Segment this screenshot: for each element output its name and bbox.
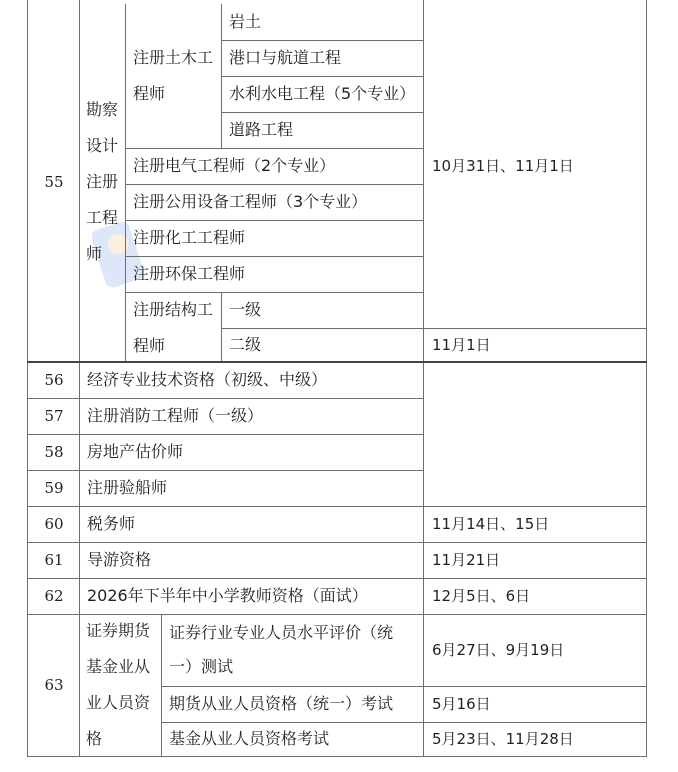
table-border bbox=[27, 470, 424, 471]
chemical-engineer: 注册化工工程师 bbox=[133, 228, 246, 247]
table-border bbox=[125, 4, 126, 361]
exam-name: 证券行业专业人员水平评价（统一）测试 bbox=[169, 623, 394, 676]
subject-port: 港口与航道工程 bbox=[229, 48, 342, 67]
exam-date: 11月14日、15日 bbox=[432, 515, 550, 533]
row-number: 59 bbox=[44, 479, 64, 497]
table-border bbox=[125, 220, 424, 221]
subject-hydro: 水利水电工程（5个专业） bbox=[229, 84, 416, 103]
utility-engineer: 注册公用设备工程师（3个专业） bbox=[133, 192, 368, 211]
table-border bbox=[27, 578, 647, 579]
exam-name: 导游资格 bbox=[87, 550, 152, 569]
row-number: 55 bbox=[44, 173, 64, 191]
table-border bbox=[125, 292, 424, 293]
table-border bbox=[423, 0, 424, 757]
exam-date: 5月23日、11月28日 bbox=[432, 730, 574, 748]
subject-geotech: 岩土 bbox=[229, 12, 262, 31]
table-border bbox=[161, 686, 647, 687]
structural-engineer-group: 注册结构工程师 bbox=[133, 300, 214, 355]
table-border bbox=[27, 542, 647, 543]
subject-road: 道路工程 bbox=[229, 120, 294, 139]
exam-name: 经济专业技术资格（初级、中级） bbox=[87, 370, 328, 389]
exam-date: 6月27日、9月19日 bbox=[432, 641, 565, 659]
row-number: 58 bbox=[44, 443, 64, 461]
table-border bbox=[646, 0, 647, 757]
exam-name: 期货从业人员资格（统一）考试 bbox=[169, 694, 394, 713]
exam-date: 5月16日 bbox=[432, 695, 491, 713]
table-border bbox=[221, 76, 424, 77]
table-border bbox=[221, 112, 424, 113]
table-border bbox=[221, 40, 424, 41]
structural-level-2: 二级 bbox=[229, 335, 262, 354]
table-border bbox=[27, 614, 647, 615]
electrical-engineer: 注册电气工程师（2个专业） bbox=[133, 156, 336, 175]
table-border bbox=[221, 328, 647, 329]
table-border bbox=[27, 506, 647, 507]
environmental-engineer: 注册环保工程师 bbox=[133, 264, 246, 283]
table-border bbox=[27, 756, 647, 757]
row-number: 61 bbox=[44, 551, 64, 569]
table-border bbox=[27, 361, 647, 363]
category-label: 证券期货基金业从业人员资格 bbox=[86, 621, 151, 748]
exam-name: 基金从业人员资格考试 bbox=[169, 729, 330, 748]
table-border bbox=[27, 434, 424, 435]
table-border bbox=[125, 148, 424, 149]
table-border bbox=[125, 184, 424, 185]
exam-name: 2026年下半年中小学教师资格（面试） bbox=[87, 586, 368, 605]
exam-date: 10月31日、11月1日 bbox=[432, 157, 574, 175]
category-label: 勘察设计注册工程师 bbox=[86, 100, 119, 263]
civil-engineer-group: 注册土木工程师 bbox=[133, 48, 214, 103]
exam-date: 11月1日 bbox=[432, 336, 491, 354]
row-number: 57 bbox=[44, 407, 64, 425]
exam-date: 12月5日、6日 bbox=[432, 587, 531, 605]
table-border bbox=[221, 292, 222, 362]
row-number: 63 bbox=[44, 676, 64, 694]
table-border bbox=[79, 0, 80, 757]
exam-name: 注册验船师 bbox=[87, 478, 168, 497]
exam-name: 税务师 bbox=[87, 514, 136, 533]
exam-date bbox=[424, 362, 646, 506]
row-number: 62 bbox=[44, 587, 64, 605]
exam-name: 房地产估价师 bbox=[87, 442, 184, 461]
table-border bbox=[161, 722, 647, 723]
exam-date: 11月21日 bbox=[432, 551, 501, 569]
table-border bbox=[125, 256, 424, 257]
table-border bbox=[27, 0, 28, 757]
row-number: 60 bbox=[44, 515, 64, 533]
table-border bbox=[27, 398, 424, 399]
structural-level-1: 一级 bbox=[229, 300, 262, 319]
row-number: 56 bbox=[44, 371, 64, 389]
exam-name: 注册消防工程师（一级） bbox=[87, 406, 264, 425]
